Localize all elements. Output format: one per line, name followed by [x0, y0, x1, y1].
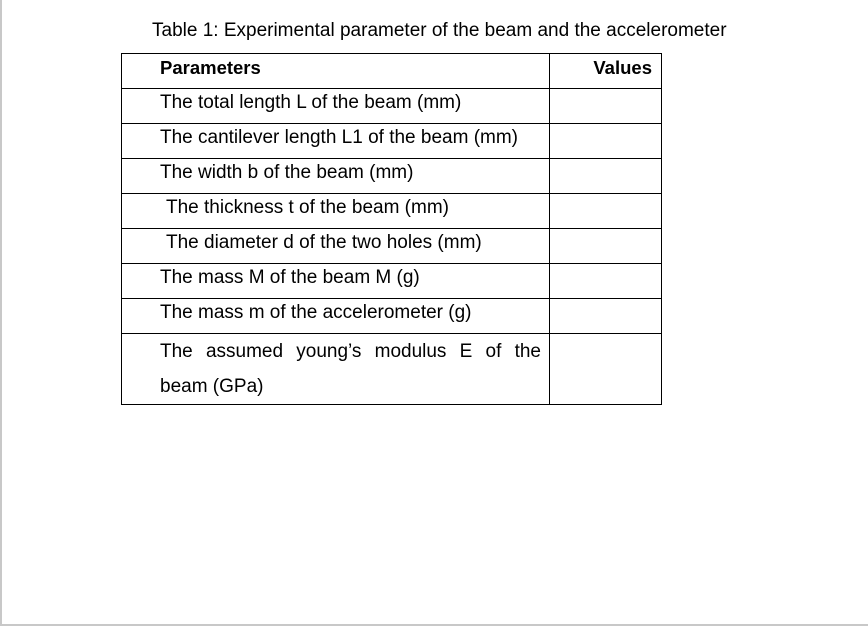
parameter-total-length: The total length L of the beam (mm)	[122, 89, 550, 124]
table-caption: Table 1: Experimental parameter of the beam and the accelerometer	[152, 20, 727, 41]
table-row	[122, 264, 662, 299]
table-row	[122, 334, 662, 405]
header-values: Values	[550, 54, 662, 89]
table-row	[122, 159, 662, 194]
parameter-cantilever-length: The cantilever length L1 of the beam (mm)	[122, 124, 550, 159]
table-row	[122, 89, 662, 124]
parameter-thickness: The thickness t of the beam (mm)	[122, 194, 550, 229]
table-header-row	[122, 54, 662, 89]
value-cell	[550, 229, 662, 264]
parameter-beam-mass: The mass M of the beam M (g)	[122, 264, 550, 299]
parameters-table	[121, 53, 662, 405]
value-cell	[550, 194, 662, 229]
value-cell	[550, 159, 662, 194]
value-cell	[550, 334, 662, 405]
parameter-youngs-modulus: The assumed young’s modulus E of the beam (GPa)	[122, 334, 550, 405]
header-parameters: Parameters	[122, 54, 550, 89]
parameter-width: The width b of the beam (mm)	[122, 159, 550, 194]
value-cell	[550, 264, 662, 299]
value-cell	[550, 124, 662, 159]
value-cell	[550, 299, 662, 334]
table-row	[122, 124, 662, 159]
parameter-hole-diameter: The diameter d of the two holes (mm)	[122, 229, 550, 264]
table-row	[122, 299, 662, 334]
parameter-accelerometer-mass: The mass m of the accelerometer (g)	[122, 299, 550, 334]
table-row	[122, 194, 662, 229]
value-cell	[550, 89, 662, 124]
table-row	[122, 229, 662, 264]
